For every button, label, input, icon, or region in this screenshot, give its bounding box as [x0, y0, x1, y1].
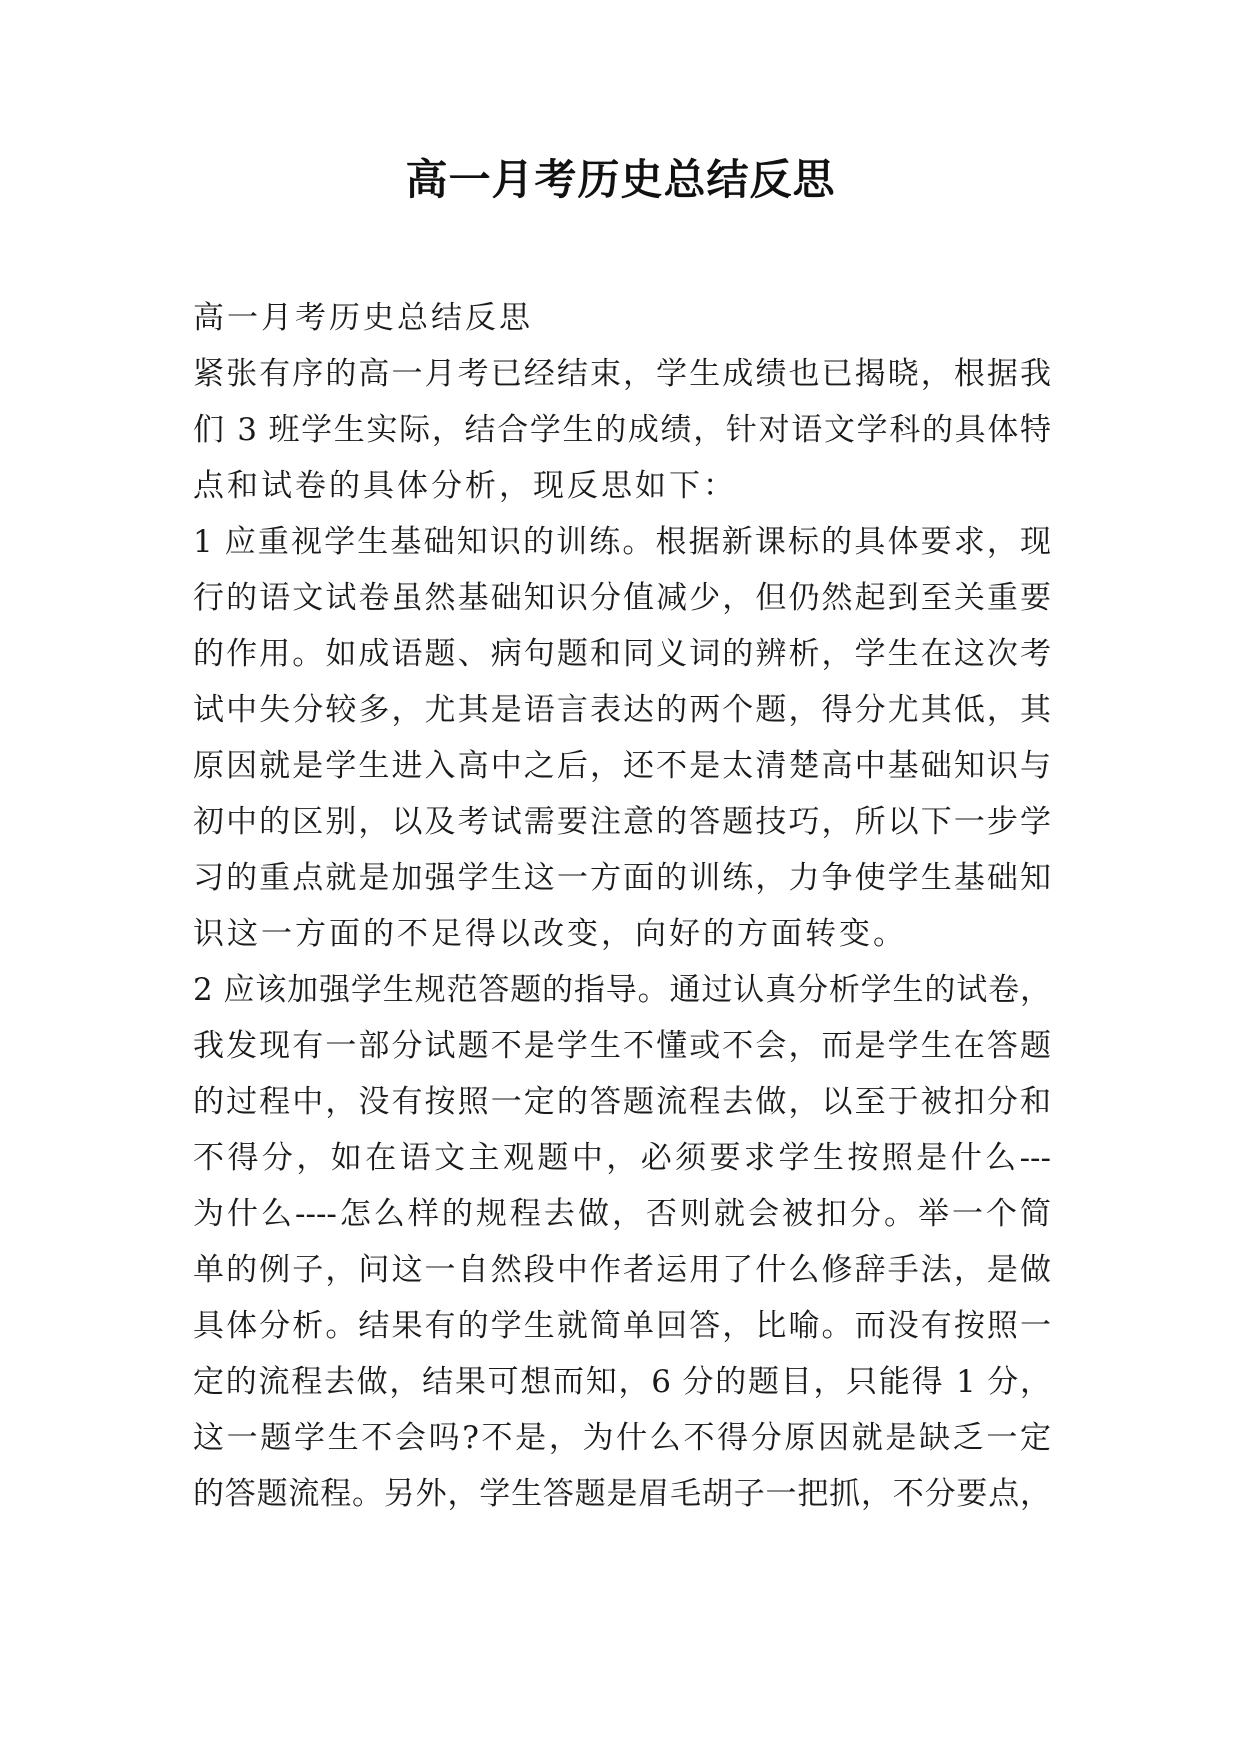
paragraph-line: 紧张有序的高一月考已经结束，学生成绩也已揭晓，根据我: [193, 356, 1051, 392]
paragraph-line: 这一题学生不会吗?不是，为什么不得分原因就是缺乏一定: [193, 1420, 1051, 1456]
paragraph-line: 识这一方面的不足得以改变，向好的方面转变。: [193, 916, 907, 952]
paragraph-line: 习的重点就是加强学生这一方面的训练，力争使学生基础知: [193, 860, 1051, 896]
paragraph-line: 为什么----怎么样的规程去做，否则就会被扣分。举一个简: [193, 1196, 1051, 1232]
paragraph-line: 点和试卷的具体分析，现反思如下：: [193, 468, 737, 504]
paragraph-line: 1 应重视学生基础知识的训练。根据新课标的具体要求，现: [193, 524, 1051, 560]
paragraph-line: 具体分析。结果有的学生就简单回答，比喻。而没有按照一: [193, 1308, 1051, 1344]
paragraph-line: 不得分，如在语文主观题中，必须要求学生按照是什么---: [193, 1140, 1051, 1176]
paragraph-line: 单的例子，问这一自然段中作者运用了什么修辞手法，是做: [193, 1252, 1051, 1288]
paragraph-line: 我发现有一部分试题不是学生不懂或不会，而是学生在答题: [193, 1028, 1051, 1064]
paragraph-line: 初中的区别，以及考试需要注意的答题技巧，所以下一步学: [193, 804, 1051, 840]
paragraph-line: 的作用。如成语题、病句题和同义词的辨析，学生在这次考: [193, 636, 1051, 672]
paragraph-line: 2 应该加强学生规范答题的指导。通过认真分析学生的试卷，: [193, 972, 1051, 1008]
paragraph-line: 试中失分较多，尤其是语言表达的两个题，得分尤其低，其: [193, 692, 1051, 728]
document-title: 高一月考历史总结反思: [405, 155, 836, 204]
paragraph-line: 行的语文试卷虽然基础知识分值减少，但仍然起到至关重要: [193, 580, 1051, 616]
body-subtitle-line: 高一月考历史总结反思: [193, 300, 533, 336]
paragraph-line: 们 3 班学生实际，结合学生的成绩，针对语文学科的具体特: [193, 412, 1051, 448]
paragraph-line: 定的流程去做，结果可想而知，6 分的题目，只能得 1 分，: [193, 1364, 1051, 1400]
paragraph-line: 的答题流程。另外，学生答题是眉毛胡子一把抓，不分要点，: [193, 1476, 1051, 1512]
paragraph-line: 的过程中，没有按照一定的答题流程去做，以至于被扣分和: [193, 1084, 1051, 1120]
paragraph-line: 原因就是学生进入高中之后，还不是太清楚高中基础知识与: [193, 748, 1051, 784]
document-body: [193, 290, 1051, 1522]
